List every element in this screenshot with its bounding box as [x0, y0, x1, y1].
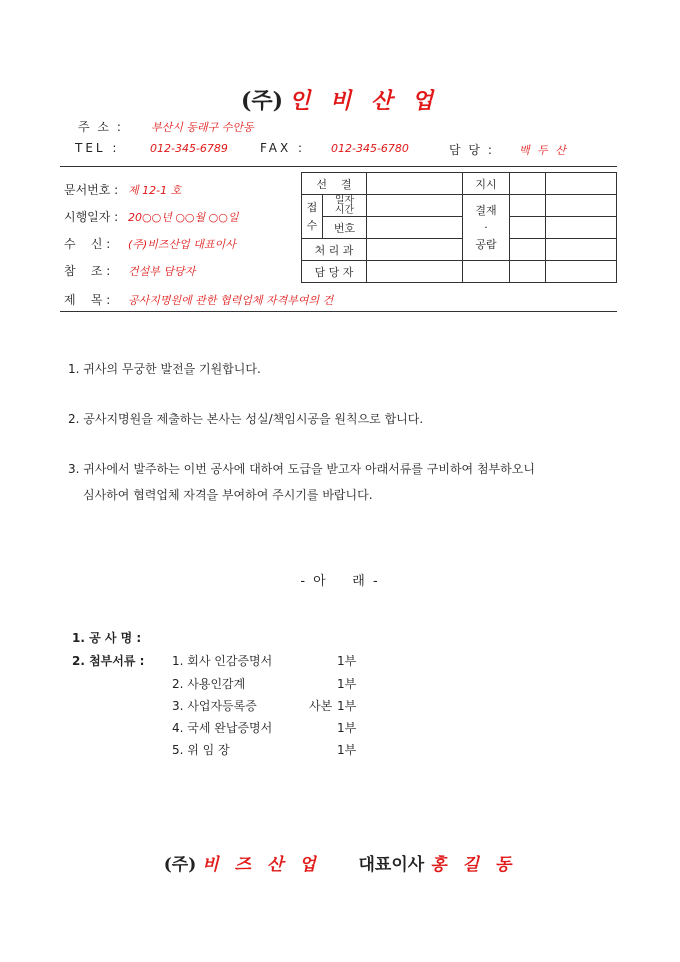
attachment-qty: 1부: [337, 699, 357, 713]
attachment-name: 4. 국세 완납증명서: [172, 721, 273, 735]
manager-value: 백 두 산: [519, 144, 568, 157]
reference-value: 건설부 담당자: [128, 265, 196, 278]
footer-role: 대표이사: [358, 855, 425, 875]
instruction-cell-2: [546, 173, 617, 195]
address-label: 주 소 :: [78, 120, 123, 134]
footer-signature: [0, 850, 680, 875]
fax-value: 012-345-6780: [331, 142, 409, 155]
date-row: [64, 208, 238, 225]
paragraph-2: 2. 공사지명원을 제출하는 본사는 성실/책임시공을 원칙으로 합니다.: [68, 412, 424, 426]
attachment-item: [172, 697, 257, 714]
recipient-value: (주)비즈산업 대표이사: [128, 238, 236, 251]
footer-name: 홍 길 동: [430, 855, 517, 875]
instruction-cell-1: [510, 173, 546, 195]
sign-cell-2b: [546, 217, 617, 239]
letterhead-title: [0, 84, 680, 115]
attachment-item: [172, 719, 272, 736]
attachment-item: [172, 652, 272, 669]
footer-company: 비 즈 산 업: [202, 855, 321, 875]
tel-label: TEL :: [75, 141, 120, 155]
address-value: 부산시 동래구 수안동: [151, 121, 254, 134]
paragraph-3-line-2: 심사하여 협력업체 자격을 부여하여 주시기를 바랍니다.: [83, 488, 373, 502]
title-company: 인 비 산 업: [289, 88, 440, 114]
attachment-name: 5. 위 임 장: [172, 743, 230, 757]
attachment-qty: 1부: [337, 677, 357, 691]
sign-cell-1a: [510, 195, 546, 217]
doc-no-value: 제 12-1 호: [128, 184, 182, 197]
sign-cell-2a: [510, 217, 546, 239]
datetime-cell: [367, 195, 463, 217]
subject-row: [64, 291, 333, 308]
bottom-cell-2: [510, 261, 546, 283]
sign-review-label: 결재 · 공람: [463, 195, 510, 261]
person-in-charge-cell: [367, 261, 463, 283]
address-row: [78, 118, 123, 135]
footer-prefix: (주): [163, 855, 197, 875]
below-heading: - 아 래 -: [300, 574, 380, 589]
instruction-label: 지시: [463, 173, 510, 195]
date-value: 20○○년 ○○월 ○○일: [128, 211, 239, 224]
reference-row: [64, 262, 195, 279]
preliminary-label: 선 결: [302, 173, 367, 195]
attachment-name: 2. 사용인감계: [172, 677, 246, 691]
subject-value: 공사지명원에 관한 협력업체 자격부여의 건: [128, 294, 334, 307]
number-label: 번호: [323, 217, 367, 239]
receipt-label: 접 수: [302, 195, 323, 239]
top-rule: [60, 166, 617, 167]
tel-value: 012-345-6789: [150, 142, 228, 155]
preliminary-cell: [367, 173, 463, 195]
doc-no-label: 문서번호 :: [64, 183, 119, 197]
attachment-item: [172, 675, 245, 692]
sign-cell-3a: [510, 239, 546, 261]
attachments-label: 2. 첨부서류 :: [72, 654, 145, 668]
project-name-label: 1. 공 사 명 :: [72, 631, 142, 645]
bottom-cell-1: [463, 261, 510, 283]
subject-label: 제 목 :: [64, 293, 111, 307]
date-label: 시행일자 :: [64, 210, 119, 224]
doc-no-row: [64, 181, 181, 198]
attachment-item: [172, 741, 230, 758]
paragraph-3-line-1: 3. 귀사에서 발주하는 이번 공사에 대하여 도급을 받고자 아래서류를 구비하여 첨부하오니: [68, 462, 535, 476]
attachment-name: 3. 사업자등록증: [172, 699, 257, 713]
sign-cell-3b: [546, 239, 617, 261]
attachment-qty: 1부: [337, 654, 357, 668]
header-bottom-rule: [60, 311, 617, 312]
processing-dept-label: 처 리 과: [302, 239, 367, 261]
recipient-row: [64, 235, 236, 252]
attachment-note: 사본: [309, 699, 333, 713]
bottom-cell-3: [546, 261, 617, 283]
datetime-label: 일자 시간: [323, 195, 367, 217]
sign-cell-1b: [546, 195, 617, 217]
person-in-charge-label: 담 당 자: [302, 261, 367, 283]
fax-label: FAX :: [260, 141, 306, 155]
approval-table: [301, 172, 617, 283]
processing-dept-cell: [367, 239, 463, 261]
paragraph-1: 1. 귀사의 무궁한 발전을 기원합니다.: [68, 362, 261, 376]
title-prefix: (주): [240, 88, 284, 114]
recipient-label: 수 신 :: [64, 237, 111, 251]
attachment-qty: 1부: [337, 743, 357, 757]
manager-label: 담 당 :: [449, 143, 494, 157]
reference-label: 참 조 :: [64, 264, 111, 278]
number-cell: [367, 217, 463, 239]
attachment-qty: 1부: [337, 721, 357, 735]
attachment-name: 1. 회사 인감증명서: [172, 654, 273, 668]
